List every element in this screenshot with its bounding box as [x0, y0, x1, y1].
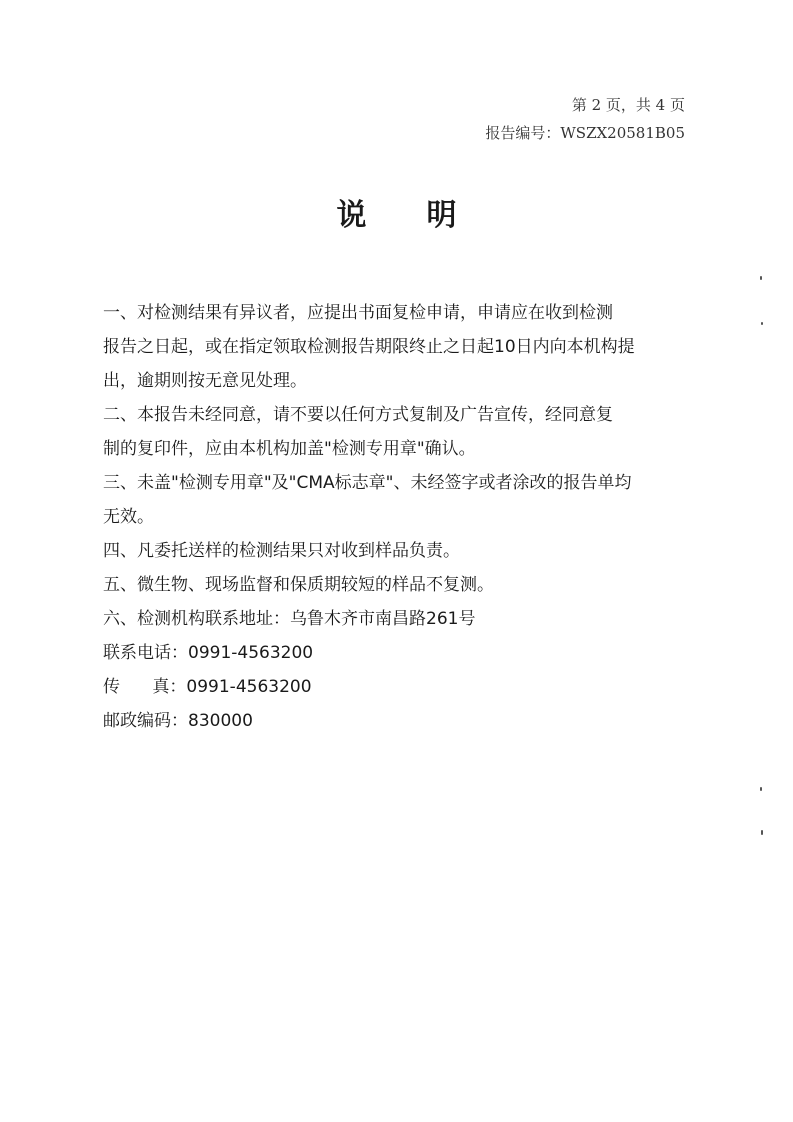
item-3-line-1: 三、未盖"检测专用章"及"CMA标志章"、未经签字或者涂改的报告单均: [103, 473, 632, 493]
instructions-body: [103, 296, 693, 738]
item-1-line-3: 出，逾期则按无意见处理。: [103, 371, 307, 391]
page-number: 第 2 页，共 4 页: [571, 96, 685, 114]
item-2-line-1: 二、本报告未经同意，请不要以任何方式复制及广告宣传，经同意复: [103, 405, 613, 425]
contact-fax: 传 真：0991-4563200: [103, 677, 312, 697]
item-5-line-1: 五、微生物、现场监督和保质期较短的样品不复测。: [103, 575, 494, 595]
item-1-line-1: 一、对检测结果有异议者，应提出书面复检申请，申请应在收到检测: [103, 303, 613, 323]
scan-mark: [761, 830, 763, 835]
item-3-line-2: 无效。: [103, 507, 154, 527]
report-number: 报告编号：WSZX20581B05: [485, 124, 685, 142]
item-1-line-2: 报告之日起，或在指定领取检测报告期限终止之日起10日内向本机构提: [103, 337, 635, 357]
contact-phone: 联系电话：0991-4563200: [103, 643, 314, 663]
scan-mark: [760, 787, 762, 791]
item-6-line-1: 六、检测机构联系地址：乌鲁木齐市南昌路261号: [103, 609, 476, 629]
item-2-line-2: 制的复印件，应由本机构加盖"检测专用章"确认。: [103, 439, 476, 459]
contact-postcode: 邮政编码：830000: [103, 711, 253, 731]
item-4-line-1: 四、凡委托送样的检测结果只对收到样品负责。: [103, 541, 460, 561]
scan-mark: [761, 322, 763, 325]
scan-mark: [760, 276, 762, 280]
page-title: 说明: [336, 198, 517, 233]
